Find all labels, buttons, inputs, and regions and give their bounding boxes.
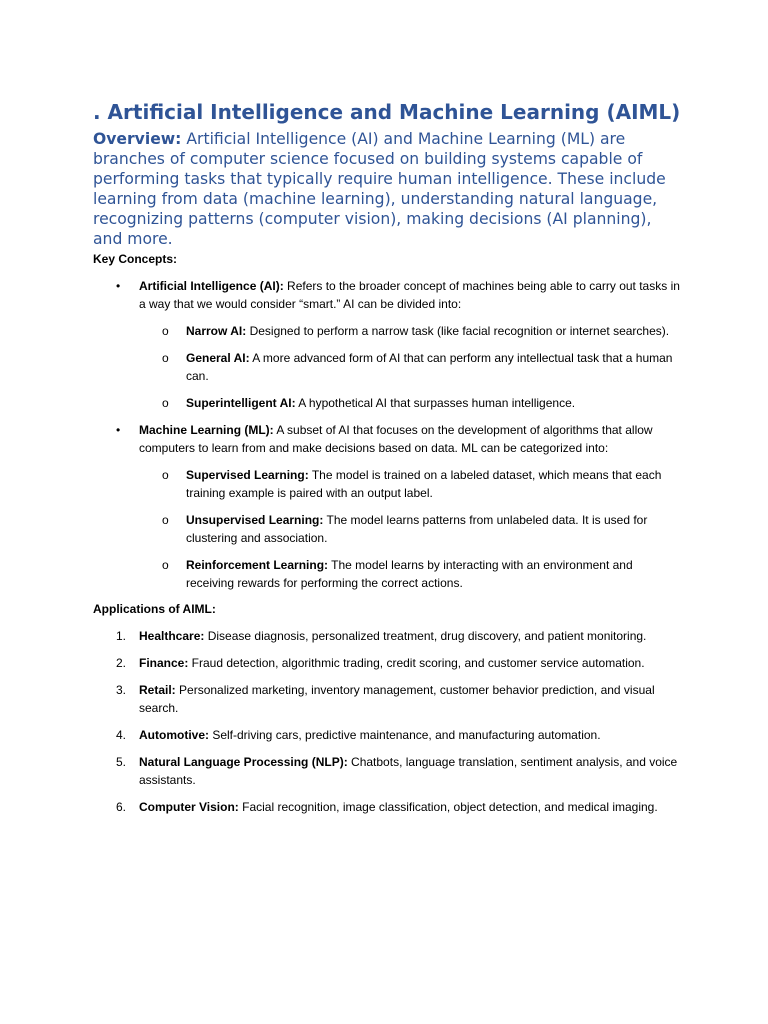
sub-bullet-marker: o xyxy=(162,513,169,527)
concept-term: Machine Learning (ML): xyxy=(139,423,274,437)
sub-description: The model is trained on a labeled dataset, which means that each training example is paired with an output label. xyxy=(186,468,662,500)
sub-description: The model learns patterns from unlabeled data. It is used for clustering and association. xyxy=(186,513,648,545)
list-item-text xyxy=(139,421,683,457)
application-term: Finance: xyxy=(139,656,189,670)
sub-bullet-marker: o xyxy=(162,468,169,482)
sub-term: Superintelligent AI: xyxy=(186,396,296,410)
sub-bullet-marker: o xyxy=(162,351,169,365)
document-title: . Artificial Intelligence and Machine Learning (AIML) xyxy=(93,100,681,124)
list-item xyxy=(93,627,683,645)
list-item xyxy=(93,277,683,412)
sub-list xyxy=(139,322,683,412)
overview-paragraph xyxy=(93,129,683,249)
sub-list-item xyxy=(139,394,683,412)
sub-term: Unsupervised Learning: xyxy=(186,513,324,527)
list-item xyxy=(93,798,683,816)
sub-description: Designed to perform a narrow task (like facial recognition or internet searches). xyxy=(246,324,670,338)
application-term: Computer Vision: xyxy=(139,800,239,814)
application-description: Disease diagnosis, personalized treatment, drug discovery, and patient monitoring. xyxy=(204,629,647,643)
applications-list xyxy=(93,627,683,816)
key-concepts-heading: Key Concepts: xyxy=(93,252,178,266)
application-description: Facial recognition, image classification, object detection, and medical imaging. xyxy=(238,800,658,814)
list-item xyxy=(93,681,683,717)
bullet-marker: • xyxy=(116,279,121,293)
number-marker: 2. xyxy=(116,656,127,670)
application-description: Fraud detection, algorithmic trading, credit scoring, and customer service automation. xyxy=(188,656,645,670)
sub-list-item xyxy=(139,511,683,547)
number-marker: 3. xyxy=(116,683,127,697)
number-marker: 5. xyxy=(116,755,127,769)
number-marker: 1. xyxy=(116,629,127,643)
sub-description: The model learns by interacting with an environment and receiving rewards for performing the correct actions. xyxy=(186,558,633,590)
overview-label: Overview: xyxy=(93,130,182,148)
sub-bullet-marker: o xyxy=(162,396,169,410)
list-item xyxy=(93,654,683,672)
sub-bullet-marker: o xyxy=(162,558,169,572)
application-term: Natural Language Processing (NLP): xyxy=(139,755,348,769)
number-marker: 4. xyxy=(116,728,127,742)
sub-bullet-marker: o xyxy=(162,324,169,338)
concept-term: Artificial Intelligence (AI): xyxy=(139,279,284,293)
sub-description: A more advanced form of AI that can perform any intellectual task that a human can. xyxy=(186,351,673,383)
application-description: Self-driving cars, predictive maintenance, and manufacturing automation. xyxy=(209,728,601,742)
key-concepts-list xyxy=(93,277,683,592)
list-item xyxy=(93,726,683,744)
application-description: Personalized marketing, inventory management, customer behavior prediction, and visual search. xyxy=(139,683,655,715)
bullet-marker: • xyxy=(116,423,121,437)
list-item-text xyxy=(139,277,683,313)
sub-list-item xyxy=(139,322,683,340)
list-item xyxy=(93,421,683,592)
sub-term: Reinforcement Learning: xyxy=(186,558,329,572)
list-item xyxy=(93,753,683,789)
application-term: Retail: xyxy=(139,683,176,697)
sub-list-item xyxy=(139,349,683,385)
sub-list-item xyxy=(139,556,683,592)
application-description: Chatbots, language translation, sentiment analysis, and voice assistants. xyxy=(139,755,678,787)
document-page xyxy=(93,100,683,825)
sub-term: Supervised Learning: xyxy=(186,468,309,482)
sub-term: Narrow AI: xyxy=(186,324,247,338)
overview-text: Artificial Intelligence (AI) and Machine Learning (ML) are branches of computer science focused on building systems capable of performing tasks that typically require human intelligence. These include learning from data (machine learning), understanding natural language, recognizing patterns (computer vision), making decisions (AI planning), and more. xyxy=(93,130,666,248)
number-marker: 6. xyxy=(116,800,127,814)
application-term: Healthcare: xyxy=(139,629,205,643)
sub-term: General AI: xyxy=(186,351,250,365)
concept-description: Refers to the broader concept of machines being able to carry out tasks in a way that we would consider “smart.” AI can be divided into: xyxy=(139,279,680,311)
sub-list-item xyxy=(139,466,683,502)
applications-heading: Applications of AIML: xyxy=(93,602,216,616)
sub-description: A hypothetical AI that surpasses human intelligence. xyxy=(295,396,576,410)
application-term: Automotive: xyxy=(139,728,209,742)
sub-list xyxy=(139,466,683,592)
concept-description: A subset of AI that focuses on the development of algorithms that allow computers to learn from and make decisions based on data. ML can be categorized into: xyxy=(139,423,653,455)
